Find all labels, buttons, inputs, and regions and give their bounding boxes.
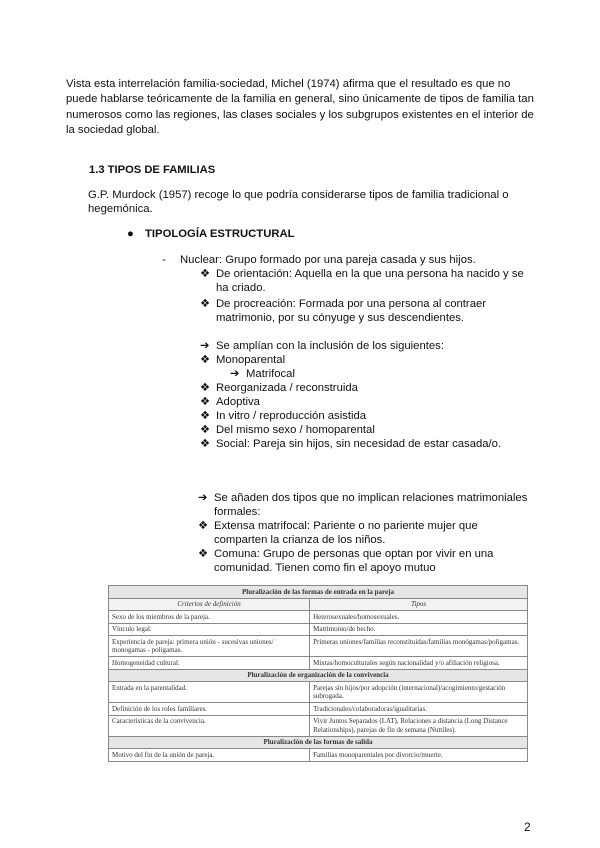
procreacion-text: De procreación: Formada por una persona al contraer matrimonio, por su cónyuge y sus descendientes.: [216, 298, 487, 324]
typology-label: TIPOLOGÍA ESTRUCTURAL: [145, 228, 295, 240]
table-row: [109, 657, 528, 670]
table-row: [109, 749, 528, 762]
table-cell: Características de la convivencia.: [109, 715, 310, 736]
orientacion-item: [200, 267, 530, 295]
diamond-icon: ❖: [200, 438, 211, 450]
bullet-icon: ●: [127, 228, 134, 240]
typology-heading: [127, 228, 295, 240]
table-row: [109, 636, 528, 657]
nuclear-text: Nuclear: Grupo formado por una pareja casada y sus hijos.: [180, 254, 476, 266]
table-cell: Matrimonio/de hecho.: [310, 623, 528, 636]
diamond-icon: ❖: [200, 410, 211, 422]
section-heading: 1.3 TIPOS DE FAMILIAS: [89, 164, 216, 176]
table-row: [109, 703, 528, 716]
table-cell: Homogeneidad cultural.: [109, 657, 310, 670]
table-cell: Motivo del fin de la unión de pareja.: [109, 749, 310, 762]
table-header: Tipos: [310, 598, 528, 611]
table-cell: Tradicionales/colaboradoras/igualitarias.: [310, 703, 528, 716]
diamond-icon: ❖: [200, 396, 211, 408]
monoparental-text: Monoparental: [216, 354, 286, 366]
diamond-icon: ❖: [200, 298, 211, 310]
table-header: Criterios de definición: [109, 598, 310, 611]
list-item-text: In vitro / reproducción asistida: [216, 410, 367, 422]
table-cell: Parejas sin hijos/por adopción (internacional)/acogimiento/gestación subrogada.: [310, 682, 528, 703]
table-cell: Primeras uniones/familias reconstituidas/familias monógamas/poligamas.: [310, 636, 528, 657]
arrow-icon: ➔: [200, 340, 210, 352]
list-item-text: Social: Pareja sin hijos, sin necesidad de estar casada/o.: [216, 438, 502, 450]
table-section-title: Pluralización de las formas de entrada en la pareja: [109, 586, 528, 599]
list-item: [198, 519, 530, 547]
list-item: [200, 381, 530, 395]
amplian-intro: [200, 339, 530, 353]
nuclear-item: [162, 253, 476, 267]
table-cell: Experiencia de pareja: primera unión - sucesivas uniones/ monogamas - poligamas.: [109, 636, 310, 657]
procreacion-item: [200, 297, 530, 325]
matrifocal-text: Matrifocal: [246, 368, 295, 380]
table-row: [109, 623, 528, 636]
table-cell: Entrada en la parentalidad.: [109, 682, 310, 703]
list-item: [200, 437, 530, 451]
table-cell: Familias monoparentales por divorcio/muerte.: [310, 749, 528, 762]
anaden-intro-text: Se añaden dos tipos que no implican relaciones matrimoniales formales:: [214, 492, 528, 518]
table-cell: Sexo de los miembros de la pareja.: [109, 611, 310, 624]
list-item: [200, 409, 530, 423]
table-section-title: Pluralización de organización de la convivencia: [109, 669, 528, 682]
table-cell: Heterosexuales/homosexuales.: [310, 611, 528, 624]
diamond-icon: ❖: [198, 548, 209, 560]
list-item: [200, 423, 530, 437]
table-cell: Vivir Juntos Separados (LAT), Relaciones a distancia (Long Distance Relationships), parejas de fin de semana (Nuttiles).: [310, 715, 528, 736]
matrifocal-item: [230, 367, 530, 381]
diamond-icon: ❖: [200, 268, 211, 280]
table-cell: Mixtas/homoculturales según nacionalidad y/o afiliación religiosa.: [310, 657, 528, 670]
list-item-text: Del mismo sexo / homoparental: [216, 424, 375, 436]
table-row: [109, 682, 528, 703]
arrow-icon: ➔: [230, 368, 240, 380]
table-cell: Definición de los roles familiares.: [109, 703, 310, 716]
anaden-intro: [198, 491, 530, 519]
list-item-text: Comuna: Grupo de personas que optan por vivir en una comunidad. Tienen como fin el apoyo mutuo: [214, 548, 494, 574]
arrow-icon: ➔: [198, 492, 208, 504]
diamond-icon: ❖: [198, 520, 209, 532]
page-number: 2: [524, 820, 531, 834]
murdock-paragraph: G.P. Murdock (1957) recoge lo que podría considerarse tipos de familia tradicional o hegemónica.: [88, 189, 509, 215]
list-item: [198, 547, 530, 575]
list-item-text: Adoptiva: [216, 396, 260, 408]
table-cell: Vínculo legal.: [109, 623, 310, 636]
list-item-text: Extensa matrifocal: Pariente o no pariente mujer que comparten la crianza de los niños.: [214, 520, 478, 546]
diamond-icon: ❖: [200, 382, 211, 394]
monoparental-item: [200, 353, 530, 367]
dash-marker: -: [162, 254, 166, 266]
pluralization-table: [108, 585, 528, 762]
intro-paragraph: Vista esta interrelación familia-sociedad, Michel (1974) afirma que el resultado es que no puede hablarse teóricamente de la familia en general, sino únicamente de tipos de familia tan numerosos como las regiones, las clases sociales y los subgrupos existentes en el interior de la sociedad global.: [66, 78, 534, 136]
list-item-text: Reorganizada / reconstruida: [216, 382, 358, 394]
table-section-title: Pluralización de las formas de salida: [109, 736, 528, 749]
table-row: [109, 611, 528, 624]
diamond-icon: ❖: [200, 354, 211, 366]
diamond-icon: ❖: [200, 424, 211, 436]
amplian-intro-text: Se amplían con la inclusión de los siguientes:: [216, 340, 444, 352]
table-row: [109, 715, 528, 736]
list-item: [200, 395, 530, 409]
orientacion-text: De orientación: Aquella en la que una persona ha nacido y se ha criado.: [216, 268, 524, 294]
